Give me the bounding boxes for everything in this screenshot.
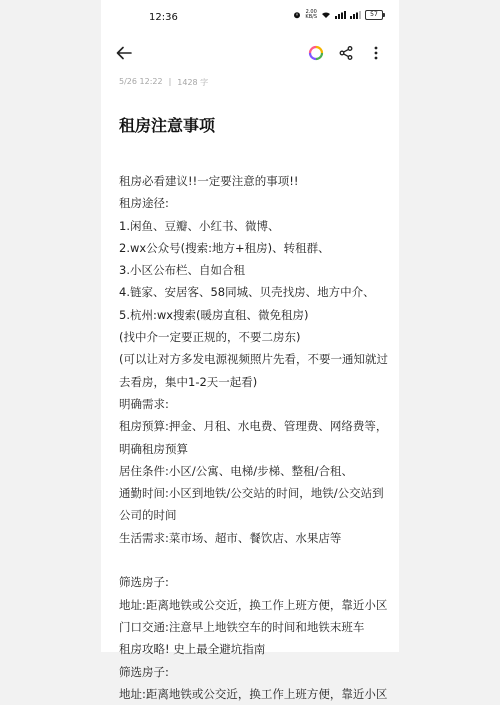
note-line: 租房预算:押金、月租、水电费、管理费、网络费等， bbox=[119, 419, 388, 434]
note-line: 筛选房子: bbox=[119, 664, 169, 679]
status-bar bbox=[101, 0, 399, 36]
network-speed: 2.00 KB/S bbox=[305, 9, 317, 20]
wifi-icon bbox=[321, 11, 331, 19]
note-line: 地址:距离地铁或公交近，换工作上班方便，靠近小区 bbox=[119, 686, 388, 701]
share-icon bbox=[339, 46, 353, 60]
note-blank-line bbox=[119, 549, 387, 571]
note-meta bbox=[119, 77, 208, 88]
theme-color-button[interactable] bbox=[307, 42, 325, 64]
signal-icon-2 bbox=[350, 11, 361, 19]
note-body[interactable] bbox=[119, 170, 387, 705]
note-line: 2.wx公众号(搜索:地方+租房)、转租群、 bbox=[119, 240, 330, 255]
share-button[interactable] bbox=[337, 42, 355, 64]
phone-screen bbox=[101, 0, 399, 701]
arrow-left-icon bbox=[116, 46, 132, 60]
status-time: 12:36 bbox=[149, 12, 178, 23]
toolbar-actions bbox=[307, 42, 385, 64]
note-line: 1.闲鱼、豆瓣、小红书、微博、 bbox=[119, 218, 280, 233]
note-title[interactable]: 租房注意事项 bbox=[119, 116, 216, 135]
note-word-count: 1428 字 bbox=[177, 78, 209, 87]
note-line: 地址:距离地铁或公交近，换工作上班方便，靠近小区 bbox=[119, 597, 388, 612]
note-line: 筛选房子: bbox=[119, 575, 169, 590]
status-icons bbox=[293, 10, 383, 20]
note-line: (可以让对方多发电源视频照片先看，不要一通知就过 bbox=[119, 352, 388, 367]
note-line: 4.链家、安居客、58同城、贝壳找房、地方中介、 bbox=[119, 285, 375, 300]
note-line: 公司的时间 bbox=[119, 508, 177, 523]
battery-indicator: 57 bbox=[365, 10, 383, 20]
note-line: 租房必看建议!!一定要注意的事项!! bbox=[119, 174, 299, 188]
note-line: 租房途径: bbox=[119, 196, 169, 211]
note-line: 居住条件:小区/公寓、电梯/步梯、整租/合租、 bbox=[119, 463, 353, 478]
note-line: 门口交通:注意早上地铁空车的时间和地铁末班车 bbox=[119, 619, 365, 634]
note-line: 生活需求:菜市场、超市、餐饮店、水果店等 bbox=[119, 530, 342, 545]
note-line: 通勤时间:小区到地铁/公交站的时间，地铁/公交站到 bbox=[119, 486, 384, 501]
meta-separator: | bbox=[168, 77, 172, 86]
color-ring-icon bbox=[308, 45, 324, 61]
note-toolbar bbox=[101, 36, 399, 70]
note-line: 租房攻略! 史上最全避坑指南 bbox=[119, 642, 266, 657]
note-line: 明确租房预算 bbox=[119, 441, 188, 456]
note-line: 去看房，集中1-2天一起看) bbox=[119, 374, 258, 389]
note-line: 5.杭州:wx搜索(暖房直租、微免租房) bbox=[119, 307, 309, 322]
note-line: 明确需求: bbox=[119, 396, 169, 411]
note-date: 5/26 12:22 bbox=[119, 77, 163, 86]
alarm-icon bbox=[293, 11, 301, 19]
note-line: (找中介一定要正规的，不要二房东) bbox=[119, 330, 301, 345]
more-options-button[interactable] bbox=[367, 42, 385, 64]
back-button[interactable] bbox=[113, 42, 135, 64]
more-vertical-icon bbox=[374, 46, 378, 60]
signal-icon bbox=[335, 11, 346, 19]
note-line: 3.小区公布栏、自如合租 bbox=[119, 263, 245, 278]
